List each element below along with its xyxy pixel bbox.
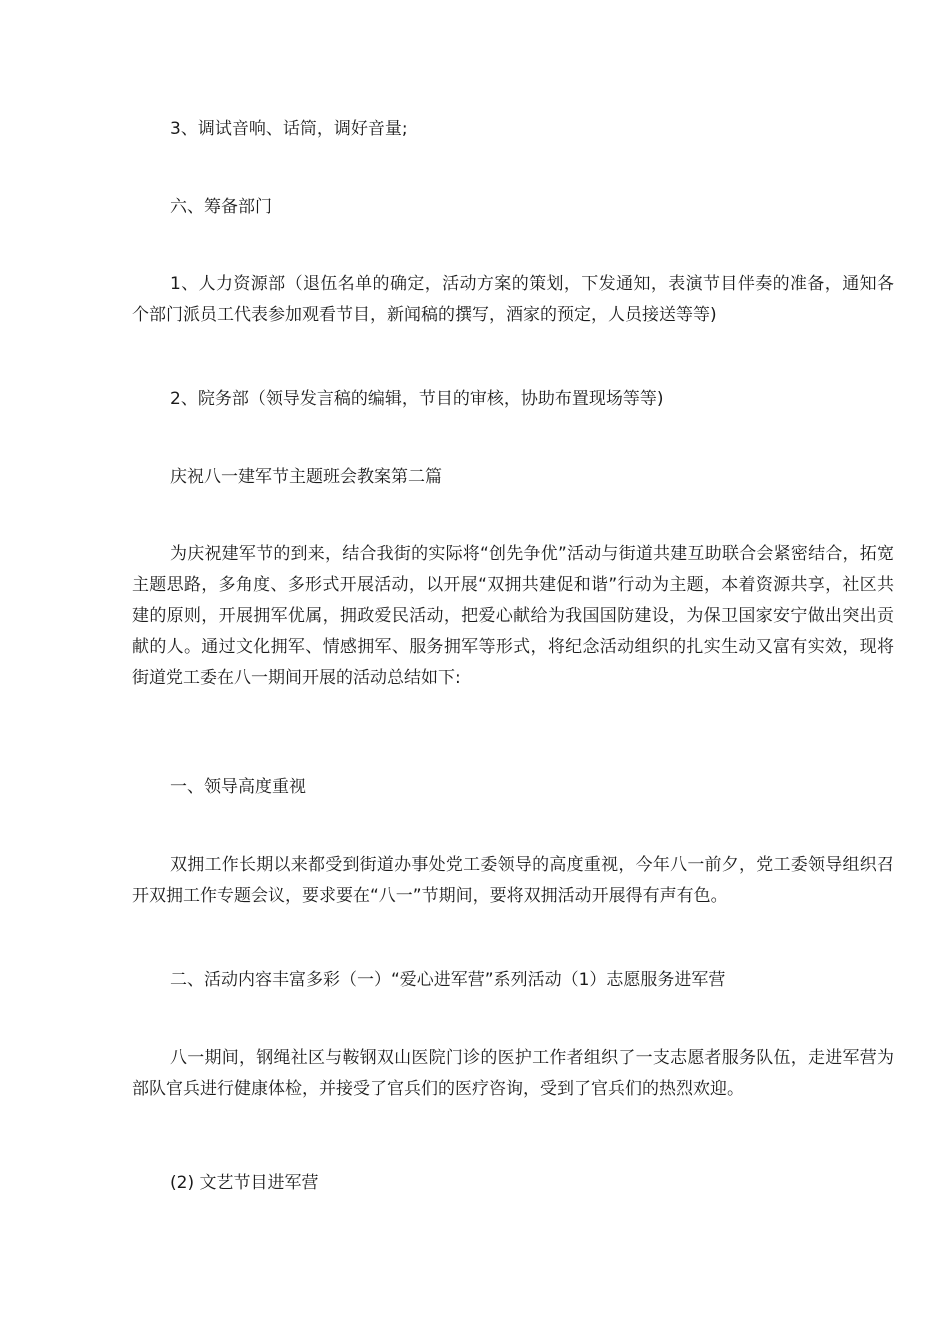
heading-preparation-departments: 六、筹备部门	[170, 197, 272, 217]
paragraph-volunteer-service: 八一期间，钢绳社区与鞍钢双山医院门诊的医护工作者组织了一支志愿者服务队伍，走进军营为部队官兵进行健康体检，并接受了官兵们的医疗咨询，受到了官兵们的热烈欢迎。	[132, 1048, 894, 1099]
paragraph-introduction: 为庆祝建军节的到来，结合我街的实际将“创先争优”活动与街道共建互助联合会紧密结合，拓宽主题思路，多角度、多形式开展活动，以开展“双拥共建促和谐”行动为主题，本着资源共享，社区共建的原则，开展拥军优属，拥政爱民活动，把爱心献给为我国国防建设，为保卫国家安宁做出突出贡献的人。通过文化拥军、情感拥军、服务拥军等形式，将纪念活动组织的扎实生动又富有实效，现将街道党工委在八一期间开展的活动总结如下:	[132, 544, 894, 688]
paragraph-sound-check: 3、调试音响、话筒，调好音量;	[170, 119, 408, 139]
heading-performances: (2) 文艺节目进军营	[170, 1173, 319, 1193]
heading-activities: 二、活动内容丰富多彩（一）“爱心进军营”系列活动（1）志愿服务进军营	[170, 970, 726, 990]
paragraph-admin-department: 2、院务部（领导发言稿的编辑，节目的审核，协助布置现场等等)	[170, 389, 664, 409]
heading-second-article: 庆祝八一建军节主题班会教案第二篇	[170, 467, 442, 487]
paragraph-hr-department: 1、人力资源部（退伍名单的确定，活动方案的策划，下发通知，表演节目伴奏的准备，通知各个部门派员工代表参加观看节目，新闻稿的撰写，酒家的预定，人员接送等等)	[132, 274, 894, 325]
paragraph-leadership: 双拥工作长期以来都受到街道办事处党工委领导的高度重视，今年八一前夕，党工委领导组织召开双拥工作专题会议，要求要在“八一”节期间，要将双拥活动开展得有声有色。	[132, 855, 894, 906]
heading-leadership: 一、领导高度重视	[170, 777, 306, 797]
